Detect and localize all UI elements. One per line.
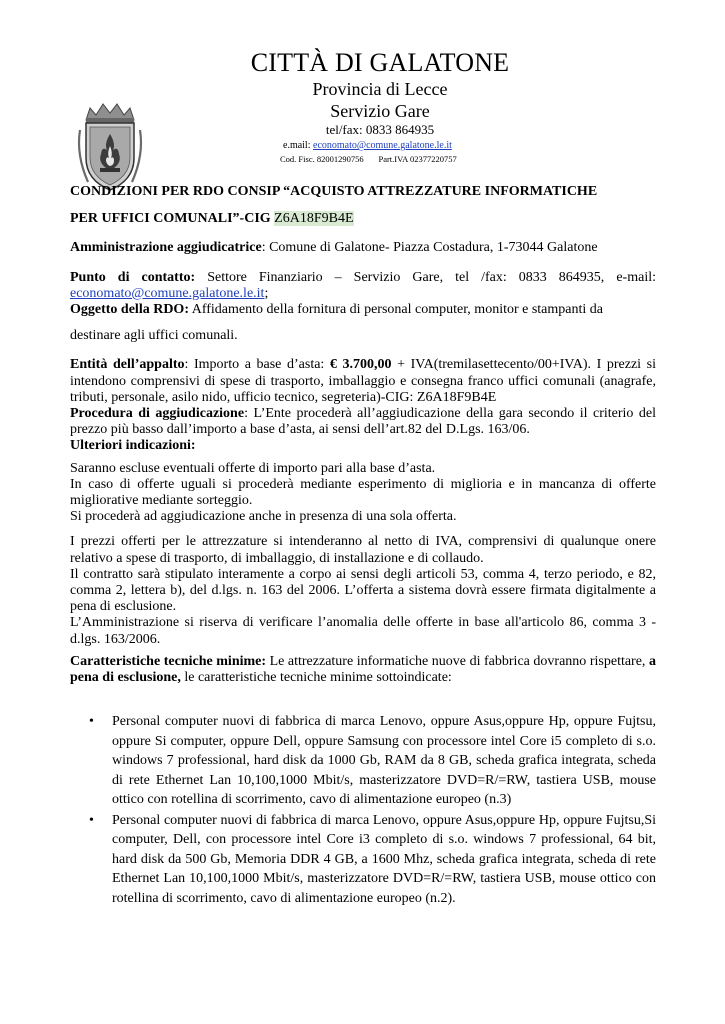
contratto-paragraph: Il contratto sarà stipulato interamente a corpo ai sensi degli articoli 53, comma 4, terzo periodo, e 82, comma 2, lettera b), del d.lgs. n. 163 del 2006. L’offerta a sistema dovrà essere firmata digitalmente a pena di esclusione. bbox=[70, 566, 656, 615]
caratteristiche-text-2: le caratteristiche tecniche minime sottoindicate: bbox=[180, 670, 452, 686]
cig-highlight: Z6A18F9B4E bbox=[274, 211, 354, 227]
procedura-paragraph bbox=[70, 406, 656, 438]
doc-title-line2 bbox=[70, 211, 656, 227]
list-item-text: Personal computer nuovi di fabbrica di marca Lenovo, oppure Asus,oppure Hp, oppure Fujtsu, oppure Si computer, oppure Dell, oppure Samsung con processore intel Core i5 completo di s.o. windows 7 professional, hard disk da 1000 Gb, RAM da 8 GB, scheda grafica integrata, scheda di rete Ethernet Lan 10,100,1000 Mbit/s, masterizzatore DVD=R/=RW, tastiera USB, mouse ottico con rotellina di scorrimento, cavo di alimentazione europeo (n.3) bbox=[112, 714, 656, 808]
doc-title-line1: CONDIZIONI PER RDO CONSIP “ACQUISTO ATTREZZATURE INFORMATICHE bbox=[70, 184, 598, 199]
amministrazione-text: : Comune di Galatone- Piazza Costadura, 1-73044 Galatone bbox=[261, 240, 598, 256]
service-name: Servizio Gare bbox=[330, 101, 430, 121]
piva: Part.IVA 02377220757 bbox=[378, 154, 457, 164]
caratteristiche-bold: a pena di esclusione, bbox=[70, 653, 656, 686]
ulteriori-paragraph-1: Saranno escluse eventuali offerte di importo pari alla base d’asta. bbox=[70, 460, 436, 476]
oggetto-label: Oggetto della RDO: bbox=[70, 302, 189, 318]
telfax: tel/fax: 0833 864935 bbox=[325, 122, 435, 137]
ulteriori-paragraph-2: In caso di offerte uguali si procederà mediante esperimento di miglioria e in mancanza di offerte migliorative mediante sorteggio. bbox=[70, 476, 656, 509]
letterhead bbox=[240, 48, 520, 138]
province-name: Provincia di Lecce bbox=[312, 79, 448, 99]
document-body bbox=[70, 184, 656, 908]
cod-fisc: Cod. Fisc. 82001290756 bbox=[280, 154, 364, 164]
bullet-icon: • bbox=[89, 714, 94, 730]
punto-paragraph bbox=[70, 270, 656, 302]
oggetto-paragraph bbox=[70, 302, 656, 318]
entita-amount: € 3.700,00 bbox=[329, 357, 392, 373]
amministrazione-paragraph bbox=[70, 240, 656, 256]
punto-label: Punto di contatto: bbox=[70, 269, 196, 285]
oggetto-text: Affidamento della fornitura di personal computer, monitor e stampanti da bbox=[188, 302, 603, 318]
prezzi-paragraph: I prezzi offerti per le attrezzature si intenderanno al netto di IVA, comprensivi di qualunque onere relativo a spese di trasporto, di imballaggio, di installazione e di collaudo. bbox=[70, 534, 656, 566]
caratteristiche-paragraph bbox=[70, 654, 656, 686]
punto-text: Settore Finanziario – Servizio Gare, tel /fax: 0833 864935, e-mail: bbox=[195, 269, 656, 285]
ulteriori-label: Ulteriori indicazioni: bbox=[70, 438, 196, 454]
punto-tail: ; bbox=[264, 285, 269, 301]
ulteriori-heading bbox=[70, 438, 656, 454]
email-label: e.mail: bbox=[283, 140, 313, 151]
entita-text-2: + IVA(tremilasettecento/00+IVA). I prezzi si intendono comprensivi di spese di trasporto, imballaggio e consegna franco uffici comunali (anagrafe, tributi, personale, asilo nido, ufficio tecnico, segreteria)-CIG: Z6A18F9B4E bbox=[70, 357, 657, 405]
list-item-text: Personal computer nuovi di fabbrica di marca Lenovo, oppure Asus,oppure Hp, oppure Fujtsu,Si computer, Dell, con processore intel Core i3 completo di s.o. windows 7 professional, 64 bit, hard disk da 500 Gb, Memoria DDR 4 GB, a 1600 Mhz, scheda grafica integrata, scheda di rete Ethernet Lan 10,100,1000 Mbit/s, masterizzatore DVD=R/=RW, tastiera USB, mouse ottico con rotellina di scorrimento, cavo di alimentazione europeo (n.2). bbox=[112, 812, 656, 906]
list-item bbox=[70, 811, 656, 909]
anomalia-paragraph: L’Amministrazione si riserva di verificare l’anomalia delle offerte in base all'articolo 86, comma 3 - d.lgs. 163/2006. bbox=[70, 615, 656, 647]
city-crest-icon bbox=[74, 100, 146, 194]
requirements-list bbox=[70, 712, 656, 908]
fiscal-codes bbox=[280, 153, 457, 165]
caratteristiche-text-1: Le attrezzature informatiche nuove di fabbrica dovranno rispettare, bbox=[266, 653, 649, 669]
list-item bbox=[70, 712, 656, 810]
city-name: CITTÀ DI GALATONE bbox=[250, 48, 510, 77]
amministrazione-label: Amministrazione aggiudicatrice bbox=[70, 240, 262, 256]
oggetto-paragraph-2: destinare agli uffici comunali. bbox=[70, 328, 238, 344]
caratteristiche-label: Caratteristiche tecniche minime: bbox=[70, 653, 267, 669]
punto-email-link[interactable]: economato@comune.galatone.le.it bbox=[70, 285, 265, 301]
doc-title-prefix: PER UFFICI COMUNALI”-CIG bbox=[70, 211, 275, 227]
entita-paragraph bbox=[70, 357, 656, 406]
entita-text-1: : Importo a base d’asta: bbox=[184, 357, 330, 373]
entita-label: Entità dell’appalto bbox=[70, 357, 185, 373]
header-email-line bbox=[283, 140, 452, 152]
header-email-link[interactable]: economato@comune.galatone.le.it bbox=[313, 140, 452, 151]
procedura-text: : L’Ente procederà all’aggiudicazione della gara secondo il criterio del prezzo più basso dall’importo a base d’asta, ai sensi dell’art.82 del D.Lgs. 163/06. bbox=[70, 406, 656, 438]
procedura-label: Procedura di aggiudicazione bbox=[70, 406, 245, 422]
bullet-icon: • bbox=[89, 812, 94, 828]
ulteriori-paragraph-3: Si procederà ad aggiudicazione anche in presenza di una sola offerta. bbox=[70, 509, 457, 525]
